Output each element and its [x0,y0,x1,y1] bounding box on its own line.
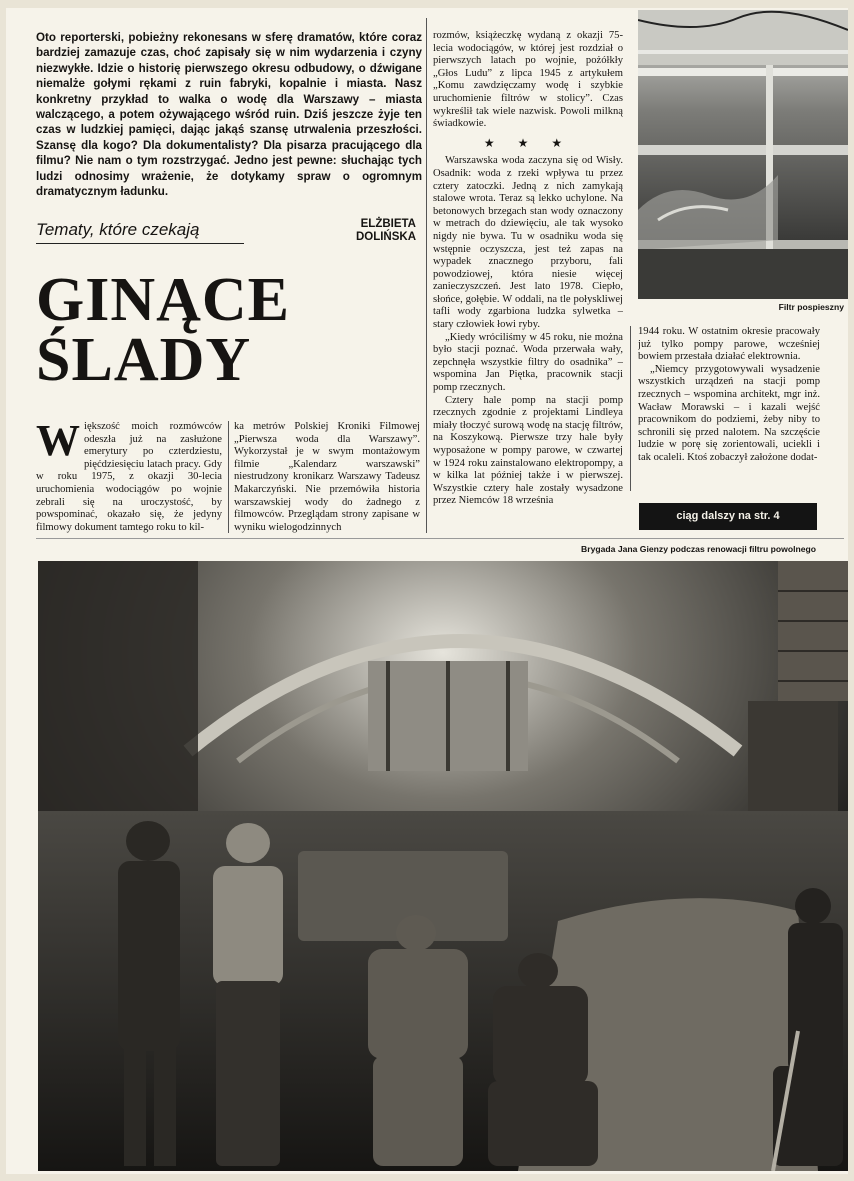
article-column-1 [36,421,222,533]
photo-filter-brigade [38,561,848,1171]
photo-rapid-filter-illustration [638,10,848,299]
column-3-paragraph-3: „Kiedy wróciliśmy w 45 roku, nie można było stacji poznać. Woda przerwała wały, zepchnęła wszystkie filtry do osadnika” – wspomina Jan Piętka, pracownik stacji pomp rzecznych. [433,331,623,394]
headline-line-1: GINĄCE [36,266,291,334]
column-divider [426,18,427,533]
column-3-paragraph-2: Warszawska woda zaczyna się od Wisły. Osadnik: woda z rzeki wpływa tu przez cztery zatoczki. Jedną z nich zamykają stalowe wrota. Teraz są lekko uchylone. Na betonowych brzegach stan wody oznaczony w metrach do dziewięciu, ale tak wysoko nigdy nie bywa. Tu w osadniku woda się wstępnie oczyszcza, jest też zapas na wypadek znacznego przyboru, fali powodziowej, która niesie więcej zanieczyszczeń. Jest lato 1978. Ciepło, słońce, gołębie. W oddali, na tle połyskliwej tafli wody zgarbiona ludzka sylwetka – stary człowiek łowi ryby. [433,155,623,331]
magazine-page [6,8,848,1174]
article-column-2 [234,421,420,533]
author [336,218,416,244]
section-separator-stars: ★ ★ ★ [483,135,573,150]
column-4-paragraph-2: „Niemcy przygotowywali wysadzenie wszystkich urządzeń na stacji pomp rzecznych – wspomina architekt, mgr inż. Wacław Morawski – i kazali wejść pracownikom do podziemi, żeby niby to schronili się przed nalotem. Na szczęście ludzie w porę się zorientowali, uciekli i tak ocaleli. Ktoś zobaczył założone dodat- [638,363,820,463]
column-divider [630,326,631,491]
column-3-paragraph-1: rozmów, książeczkę wydaną z okazji 75-lecia wodociągów, w której jest rozdział o pierwszych latach po wojnie, pożółkły „Głos Ludu” z lipca 1945 z artykułem „Komu zawdzięczamy wodę i szybkie uruchomienie filtrów w stolicy”. Czas wykreślił tak wiele nazwisk. Powoli milkną świadkowie. [433,30,623,130]
headline-line-2: ŚLADY [36,326,252,394]
article-column-3 [433,30,623,535]
photo-caption-main: Brygada Jana Gienzy podczas renowacji filtru powolnego [581,544,816,554]
continued-box: ciąg dalszy na str. 4 [639,503,817,530]
drop-cap: W [36,421,80,465]
author-first-name: ELŻBIETA [360,218,416,230]
column-2-text: ka metrów Polskiej Kroniki Filmowej „Pierwsza woda dla Warszawy”. Wykorzystał je w swym montażowym filmie „Kalendarz warszawski” niestrudzony kronikarz Warszawy Tadeusz Makarczyński. Nie przemówiła historia warszawskiej wody do żadnego z filmowców. Przeglądam strony zapisane w wyniku wielogodzinnych [234,421,420,533]
photo-caption-top: Filtr pospieszny [778,302,844,312]
column-divider [228,421,229,533]
section-title: Tematy, które czekają [36,220,244,244]
column-4-paragraph-1: 1944 roku. W ostatnim okresie pracowały już tylko pompy parowe, wcześniej bowiem przestała działać elektrownia. [638,326,820,363]
article-column-4 [638,326,820,496]
horizontal-rule [36,538,844,539]
lead-paragraph: Oto reporterski, pobieżny rekonesans w sferę dramatów, które coraz bardziej zamazuje czas, choć zapisały się w nim wydarzenia i czyny niezwykłe. Idzie o historię pierwszego okresu odbudowy, o dźwigane niemalże gołymi rękami z ruin fabryki, kopalnie i miasta. Nasz konkretny przykład to walka o wodę dla Warszawy – miasta walczącego, a potem ożywającego wśród ruin. Dziś jeszcze żyje ten czas w ludzkiej pamięci, dając jakąś szansę utrwalenia przeszłości. Szansę dla kogo? Dla dokumentalisty? Dla pisarza pracującego dla filmu? Nie nam o tym rozstrzygać. Jedno jest pewne: słuchając tych ludzi odnosimy wrażenie, że dotykamy spraw o ogromnym dramatycznym ładunku. [36,31,422,199]
column-3-paragraph-4: Cztery hale pomp na stacji pomp rzecznych zgodnie z projektami Lindleya miały tłoczyć surową wodę na stację filtrów, na Koszykową. Pierwsze trzy hale były wyposażone w pompy parowe, w czwartej w 1924 roku zainstalowano elektropompy, a w kilka lat później także i w pierwszej. Wszystkie cztery hale zostały wysadzone przez Niemców 18 września [433,394,623,507]
column-1-text: iększość moich rozmówców odeszła już na zasłużone emerytury po czterdziestu, pięćdziesięciu latach pracy. Gdy w roku 1975, z okazji 30-lecia uruchomienia wodociągów po wojnie zebrali się na uroczystość, by powspominać, okazało się, że jedyny filmowy dokument tamtego roku to kil- [36,421,222,533]
headline [36,266,336,394]
photo-rapid-filter [638,10,848,299]
author-last-name: DOLIŃSKA [355,231,416,243]
photo-filter-brigade-illustration [38,561,848,1171]
